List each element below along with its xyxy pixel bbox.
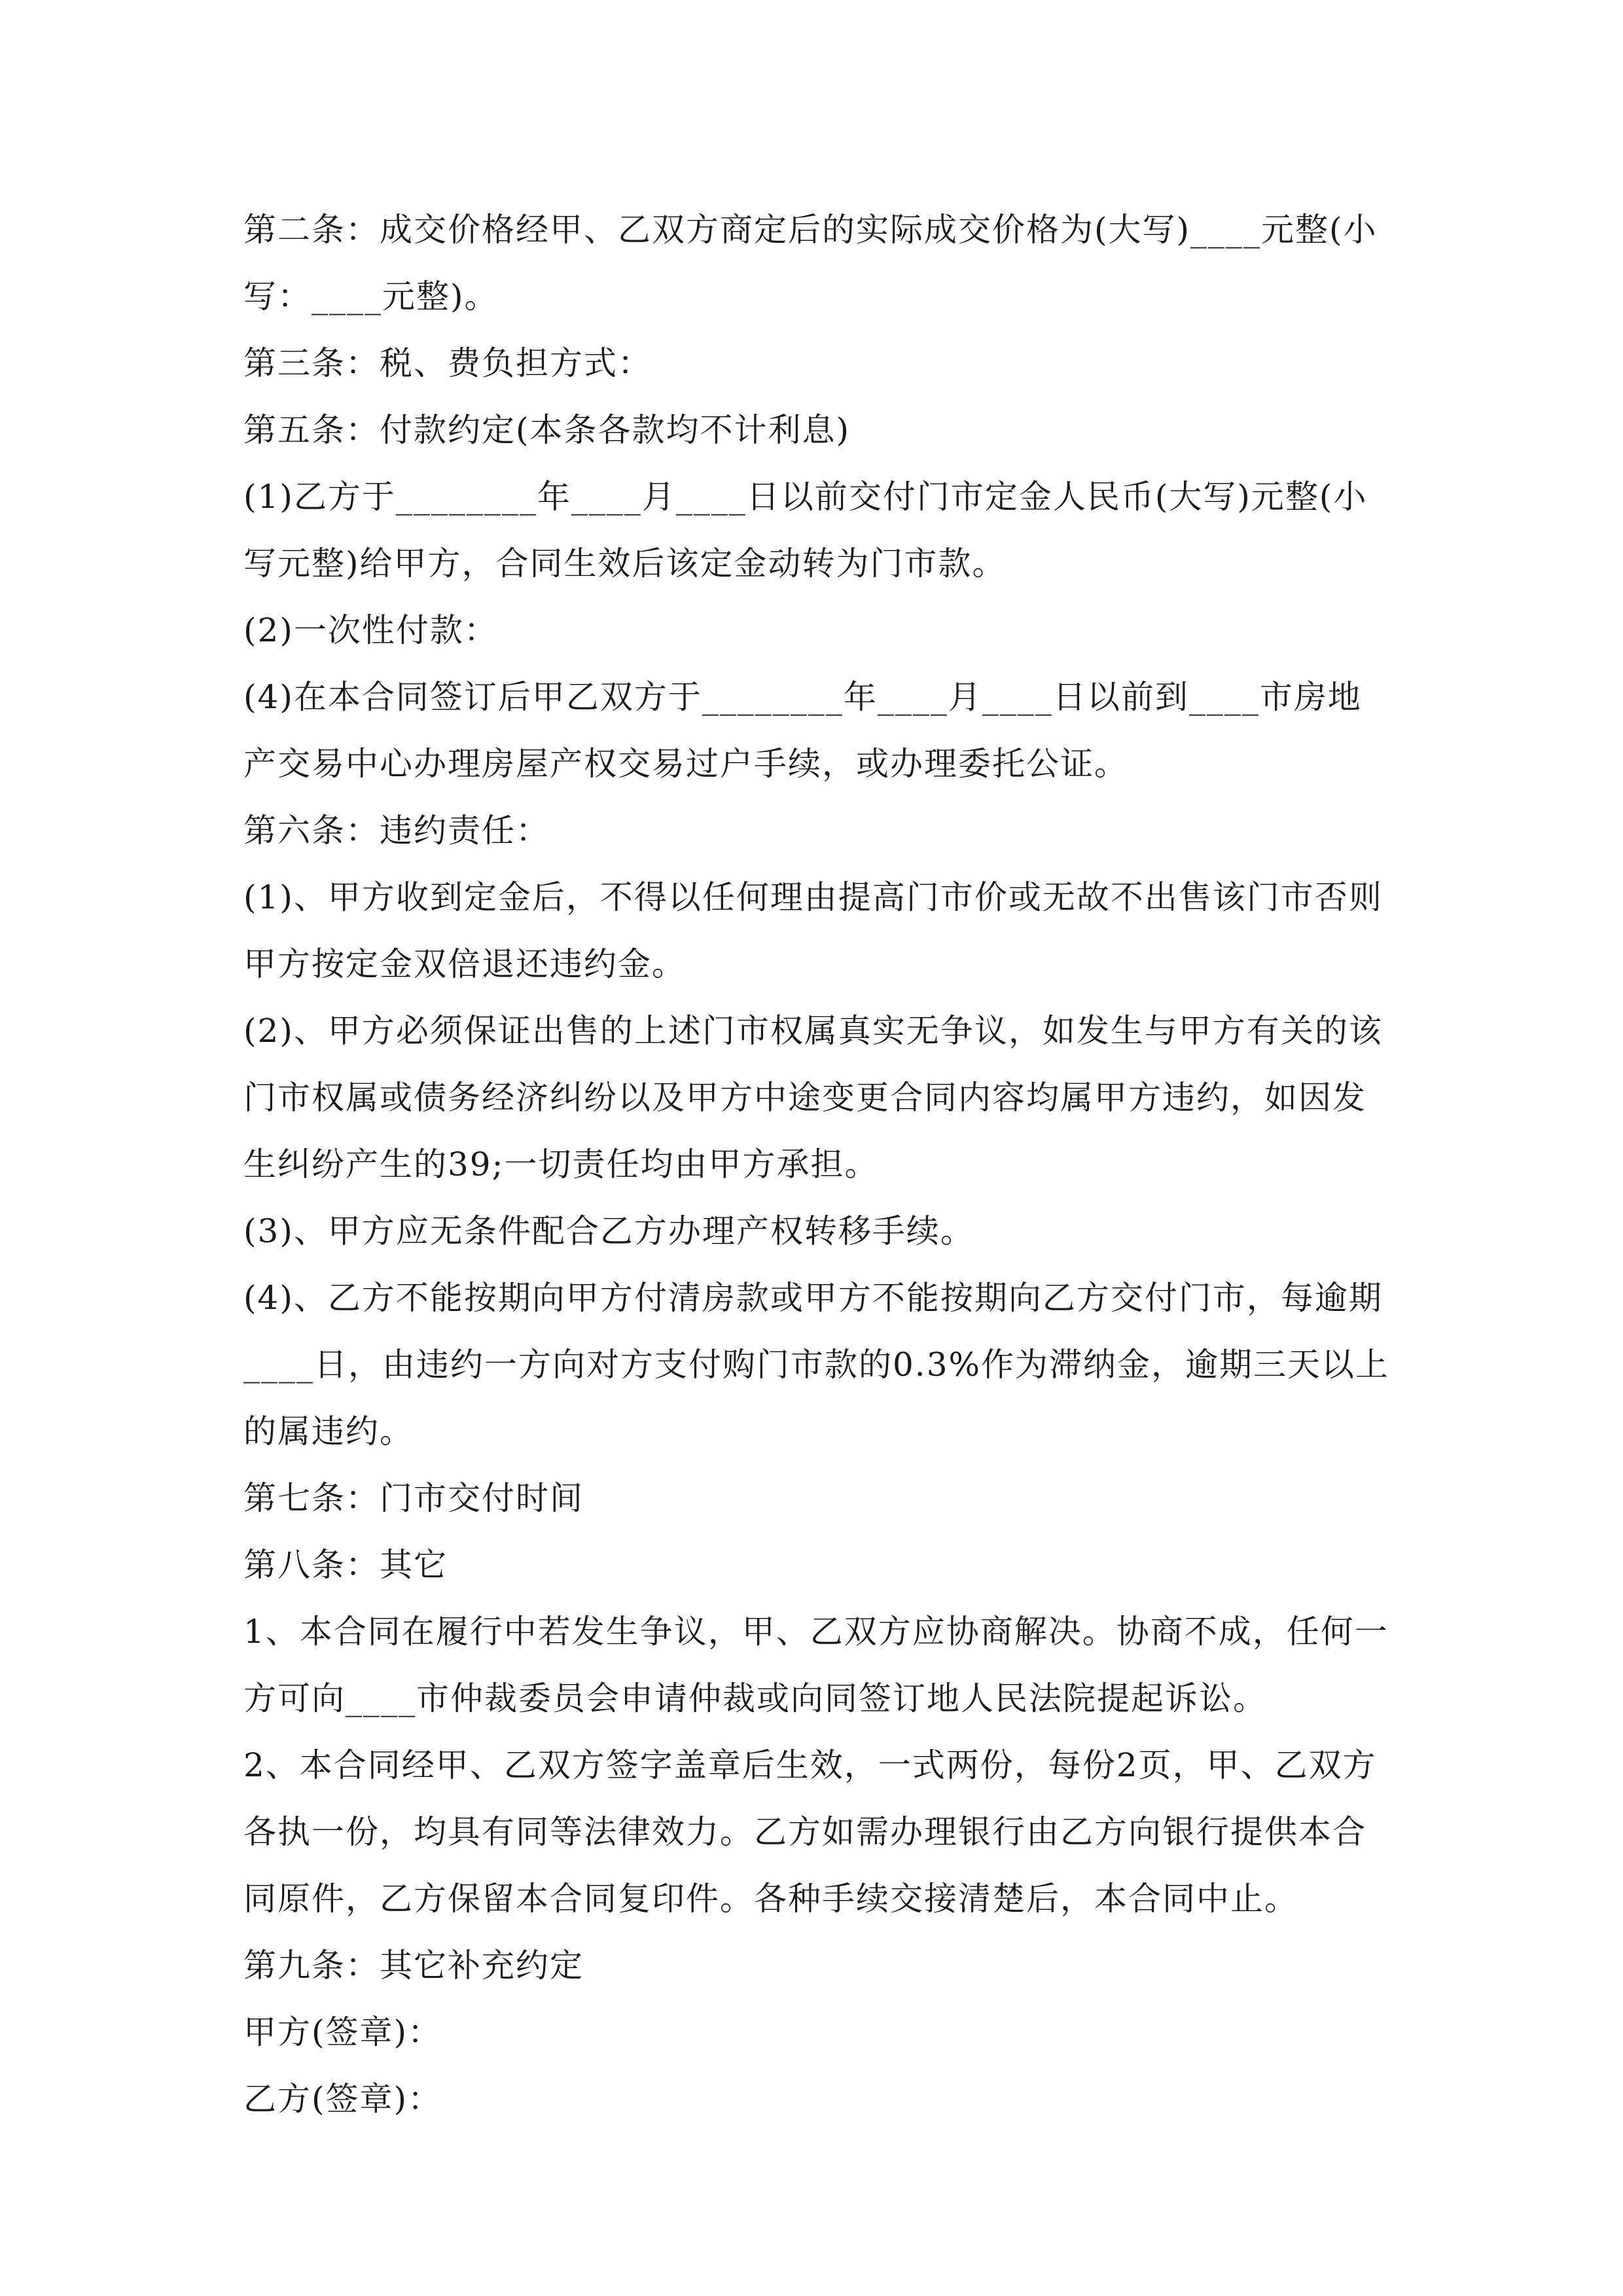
clause-8-item-2: 2、本合同经甲、乙双方签字盖章后生效，一式两份，每份2页，甲、乙双方各执一份，均具有同等法律效力。乙方如需办理银行由乙方向银行提供本合同原件，乙方保留本合同复印件。各种手续交接清楚后，本合同中止。 xyxy=(243,1746,1377,1918)
clause-8-other: 第八条：其它 xyxy=(243,1546,448,1584)
clause-6-item-3: (3)、甲方应无条件配合乙方办理产权转移手续。 xyxy=(243,1212,974,1250)
clause-2-price: 第二条：成交价格经甲、乙双方商定后的实际成交价格为(大写)____元整(小写：____元整)。 xyxy=(243,211,1378,315)
clause-3-tax: 第三条：税、费负担方式： xyxy=(243,344,652,382)
clause-7-delivery: 第七条：门市交付时间 xyxy=(243,1479,584,1517)
party-a-signature: 甲方(签章)： xyxy=(243,2013,442,2051)
document-body xyxy=(243,196,1395,2132)
clause-5-item-2: (2)一次性付款： xyxy=(243,611,498,649)
clause-6-item-4: (4)、乙方不能按期向甲方付清房款或甲方不能按期向乙方交付门市，每逾期____日，由违约一方向对方支付购门市款的0.3%作为滞纳金，逾期三天以上的属违约。 xyxy=(243,1279,1390,1450)
clause-6-item-1: (1)、甲方收到定金后，不得以任何理由提高门市价或无故不出售该门市否则甲方按定金双倍退还违约金。 xyxy=(243,878,1383,983)
party-b-signature: 乙方(签章)： xyxy=(243,2080,442,2118)
clause-5-payment: 第五条：付款约定(本条各款均不计利息) xyxy=(243,411,851,449)
clause-5-item-4: (4)在本合同签订后甲乙双方于________年____月____日以前到____市房地产交易中心办理房屋产权交易过户手续，或办理委托公证。 xyxy=(243,678,1362,783)
clause-8-item-1: 1、本合同在履行中若发生争议，甲、乙双方应协商解决。协商不成，任何一方可向____市仲裁委员会申请仲裁或向同签订地人民法院提起诉讼。 xyxy=(243,1613,1389,1717)
clause-5-item-1: (1)乙方于________年____月____日以前交付门市定金人民币(大写)元整(小写元整)给甲方，合同生效后该定金动转为门市款。 xyxy=(243,478,1368,583)
clause-6-liability: 第六条：违约责任： xyxy=(243,812,550,850)
clause-9-supplement: 第九条：其它补充约定 xyxy=(243,1946,584,1984)
clause-6-item-2: (2)、甲方必须保证出售的上述门市权属真实无争议，如发生与甲方有关的该门市权属或债务经济纠纷以及甲方中途变更合同内容均属甲方违约，如因发生纠纷产生的39;一切责任均由甲方承担。 xyxy=(243,1012,1383,1183)
